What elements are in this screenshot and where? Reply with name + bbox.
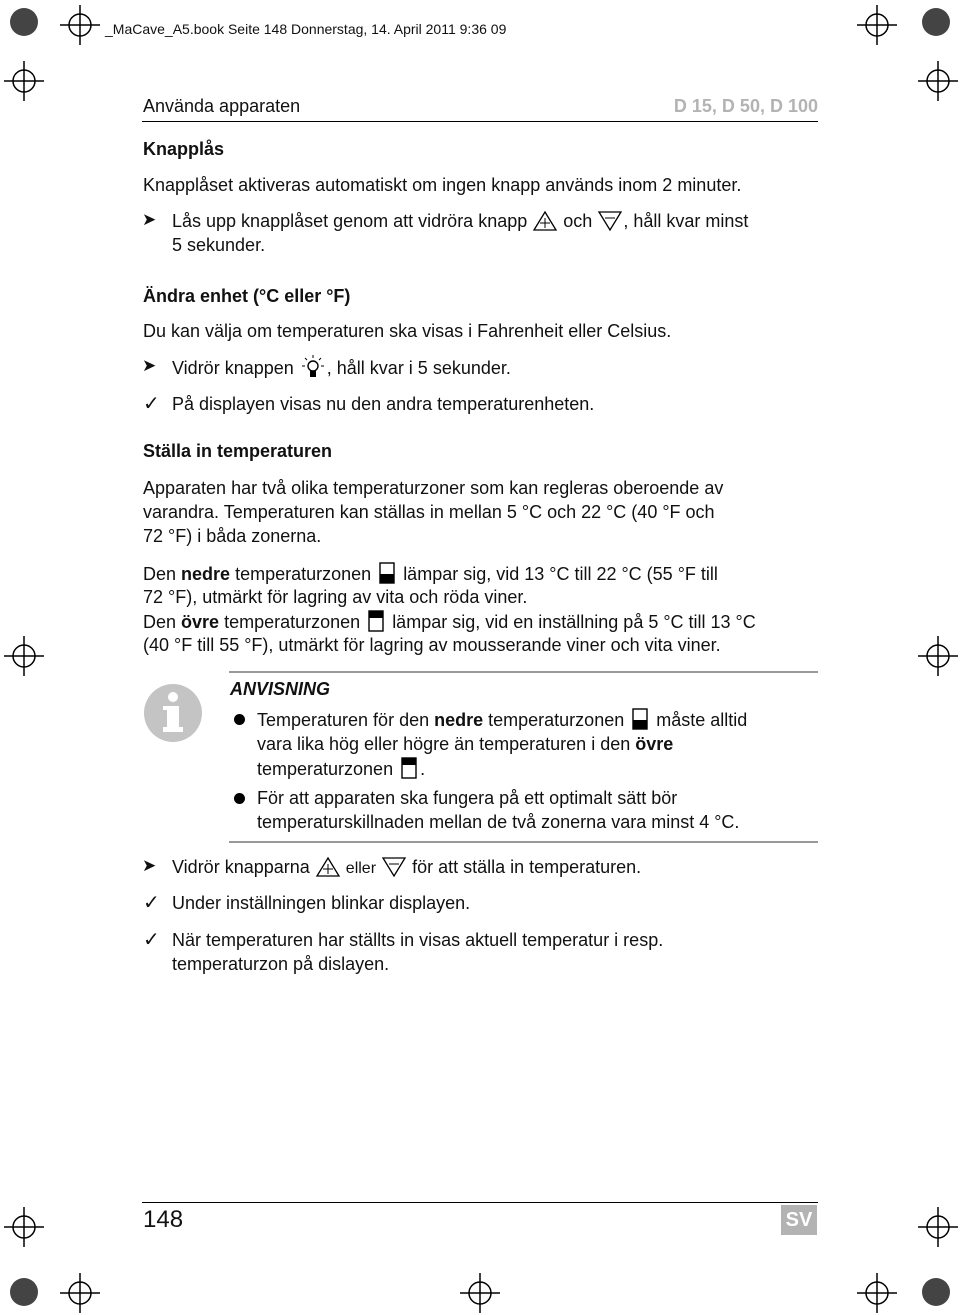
- note-bullet-line: vara lika hög eller högre än temperaturen i den övre: [257, 734, 674, 754]
- color-calibration-icon: [922, 8, 950, 36]
- section-title-temperatur: Ställa in temperaturen: [143, 441, 333, 461]
- note-bullet-line: temperaturskillnaden mellan de två zonerna vara minst 4 °C.: [257, 812, 740, 832]
- registration-mark-icon: [60, 5, 100, 45]
- paragraph: (40 °F till 55 °F), utmärkt för lagring av mousserande viner och vita viner.: [143, 635, 721, 655]
- paragraph: 72 °F) i båda zonerna.: [143, 526, 322, 546]
- registration-mark-icon: [460, 1273, 500, 1313]
- light-bulb-icon: [299, 355, 327, 385]
- note-bullet-line: För att apparaten ska fungera på ett optimalt sätt bör: [257, 788, 678, 808]
- registration-mark-icon: [857, 5, 897, 45]
- header-rule: [142, 121, 818, 122]
- registration-mark-icon: [4, 61, 44, 101]
- model-header: D 15, D 50, D 100: [673, 96, 818, 116]
- footer-rule: [142, 1202, 818, 1203]
- result-line: temperaturzon på dislayen.: [172, 954, 390, 974]
- registration-mark-icon: [4, 636, 44, 676]
- instruction-line: Vidrör knappen , håll kvar i 5 sekunder.: [172, 355, 511, 385]
- check-icon: ✓: [143, 929, 160, 951]
- color-calibration-icon: [10, 8, 38, 36]
- info-icon: [143, 683, 203, 748]
- page-number: 148: [143, 1206, 184, 1233]
- upper-zone-icon: [398, 756, 420, 786]
- language-badge: SV: [781, 1205, 817, 1235]
- result-line: När temperaturen har ställts in visas aktuell temperatur i resp.: [172, 930, 664, 950]
- bullet-dot-icon: [234, 793, 245, 804]
- paragraph: Du kan välja om temperaturen ska visas i Fahrenheit eller Celsius.: [143, 321, 672, 341]
- instruction-line: Vidrör knapparna eller för att ställa in temperaturen.: [172, 855, 641, 884]
- result-line: På displayen visas nu den andra temperaturenheten.: [172, 394, 595, 414]
- paragraph: varandra. Temperaturen kan ställas in mellan 5 °C och 22 °C (40 °F och: [143, 502, 715, 522]
- paragraph: Den nedre temperaturzonen lämpar sig, vid 13 °C till 22 °C (55 °F till: [143, 561, 718, 591]
- registration-mark-icon: [918, 1207, 958, 1247]
- minus-triangle-icon: [381, 856, 407, 884]
- bullet-dot-icon: [234, 714, 245, 725]
- note-bullet-line: temperaturzonen .: [257, 756, 425, 786]
- result-line: Under inställningen blinkar displayen.: [172, 893, 471, 913]
- registration-mark-icon: [918, 61, 958, 101]
- print-header: _MaCave_A5.book Seite 148 Donnerstag, 14. April 2011 9:36 09: [105, 21, 507, 37]
- registration-mark-icon: [60, 1273, 100, 1313]
- paragraph: 72 °F), utmärkt för lagring av vita och röda viner.: [143, 587, 528, 607]
- paragraph: Den övre temperaturzonen lämpar sig, vid en inställning på 5 °C till 13 °C: [143, 609, 756, 639]
- note-title: ANVISNING: [230, 679, 331, 699]
- note-rule-bottom: [229, 841, 818, 843]
- minus-triangle-icon: [597, 210, 623, 238]
- note-rule-top: [229, 671, 818, 673]
- instruction-line: Lås upp knapplåset genom att vidröra knapp och , håll kvar minst: [172, 209, 748, 238]
- arrow-bullet-icon: ➤: [142, 356, 157, 375]
- registration-mark-icon: [918, 636, 958, 676]
- section-title-knapplas: Knapplås: [143, 139, 225, 159]
- registration-mark-icon: [4, 1207, 44, 1247]
- paragraph: Knapplåset aktiveras automatiskt om ingen knapp används inom 2 minuter.: [143, 175, 742, 195]
- color-calibration-icon: [10, 1278, 38, 1306]
- color-calibration-icon: [922, 1278, 950, 1306]
- section-title-enhet: Ändra enhet (°C eller °F): [143, 286, 351, 306]
- note-bullet-line: Temperaturen för den nedre temperaturzonen måste alltid: [257, 707, 747, 737]
- plus-triangle-icon: [315, 856, 341, 884]
- check-icon: ✓: [143, 892, 160, 914]
- check-icon: ✓: [143, 393, 160, 415]
- arrow-bullet-icon: ➤: [142, 856, 157, 875]
- section-header: Använda apparaten: [143, 96, 301, 116]
- arrow-bullet-icon: ➤: [142, 210, 157, 229]
- paragraph: Apparaten har två olika temperaturzoner som kan regleras oberoende av: [143, 478, 724, 498]
- instruction-line: 5 sekunder.: [172, 235, 266, 255]
- registration-mark-icon: [857, 1273, 897, 1313]
- plus-triangle-icon: [532, 210, 558, 238]
